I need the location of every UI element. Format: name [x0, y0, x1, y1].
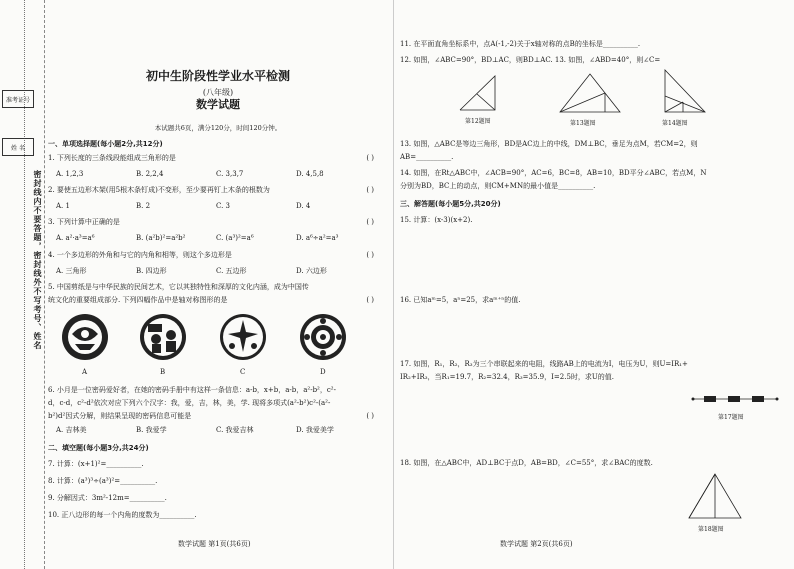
caption-14: 第14题图: [662, 120, 688, 127]
question-4: 4. 一个多边形的外角和与它的内角和相等，则这个多边形是: [48, 251, 232, 259]
answer-blank-13[interactable]: __________.: [416, 153, 454, 161]
figure-17-circuit: [690, 390, 780, 410]
question-14-line-2: [400, 182, 595, 191]
answer-bracket-4: ( ): [366, 251, 374, 259]
question-11-text: 11. 在平面直角坐标系中，点A(-1,-2)关于x轴对称的点B的坐标是: [400, 40, 603, 48]
q1-option-d: D. 4,5,8: [296, 170, 324, 178]
question-9-text: 9. 分解因式：3m²-12m=: [48, 494, 130, 502]
figure-13: [555, 70, 625, 116]
q3-option-a: A. a²·a³=a⁶: [56, 234, 95, 242]
question-15: 15. 计算：(x-3)(x+2).: [400, 216, 473, 224]
answer-bracket-1: ( ): [366, 154, 374, 162]
papercut-image-a: [60, 312, 110, 362]
seal-dotted-line: [24, 0, 25, 569]
q3-option-c: C. (a³)²=a⁶: [216, 234, 254, 242]
exam-info: 本试题共6页，满分120分，时间120分钟。: [154, 124, 282, 132]
question-17-line-2: IR₂+IR₃，当R₁=19.7，R₂=32.4，R₃=35.9，I=2.5时，求U的值.: [400, 373, 615, 381]
section-2-heading: 二、填空题(每小题3分,共24分): [48, 444, 149, 452]
q6-option-d: D. 我爱美学: [296, 426, 334, 434]
q2-option-b: B. 2: [136, 202, 151, 210]
question-10: [48, 511, 197, 520]
question-18: 18. 如图，在△ABC中，AD⊥BC于点D，AB=BD，∠C=55°，求∠BAC的度数.: [400, 459, 653, 467]
question-16: 16. 已知aᵐ=5，aⁿ=25，求aᵐ⁺ⁿ的值.: [400, 296, 521, 304]
question-14-text: 分别为BD，BC上的动点，则CM+MN的最小值是: [400, 182, 559, 190]
q2-option-d: D. 4: [296, 202, 311, 210]
exam-number-box: 准考证号: [2, 90, 34, 108]
question-6-line-3: b²)d²因式分解，则结果呈现的密码信息可能是: [48, 412, 192, 420]
image-label-a: A: [82, 368, 88, 376]
question-17-line-1: 17. 如图，R₁，R₂，R₃为三个串联起来的电阻，线路AB上的电流为I，电压为U，则U=IR₁+: [400, 360, 688, 368]
section-3-heading: 三、解答题(每小题5分,共20分): [400, 200, 501, 208]
papercut-image-c: [218, 312, 268, 362]
answer-blank-11[interactable]: __________.: [602, 40, 641, 48]
question-9: [48, 494, 167, 503]
question-10-text: 10. 正八边形的每一个内角的度数为: [48, 511, 160, 519]
papercut-image-d: [298, 312, 348, 362]
question-6-line-1: 6. 小月是一位密码爱好者，在她的密码手册中有这样一条信息：a-b，x+b，a-b，a²-b²，c²-: [48, 386, 336, 394]
papercut-image-b: [138, 312, 188, 362]
q4-option-b: B. 四边形: [136, 267, 167, 275]
q4-option-c: C. 五边形: [216, 267, 247, 275]
section-1-heading: 一、单项选择题(每小题2分,共12分): [48, 140, 163, 148]
answer-blank-8[interactable]: __________.: [120, 477, 158, 485]
image-label-b: B: [160, 368, 166, 376]
question-2: 2. 要使五边形木架(用5根木条钉成)不变形，至少要再钉上木条的根数为: [48, 186, 270, 194]
caption-18: 第18题图: [698, 526, 724, 533]
answer-bracket-6: ( ): [366, 412, 374, 420]
question-13-line-2: [400, 153, 453, 162]
q1-option-c: C. 3,3,7: [216, 170, 244, 178]
question-7: [48, 460, 144, 469]
question-8-text: 8. 计算：(a³)³÷(a³)²=: [48, 477, 121, 485]
question-3: 3. 下列计算中正确的是: [48, 218, 120, 226]
answer-bracket-5: ( ): [366, 296, 374, 304]
caption-17: 第17题图: [718, 414, 744, 421]
q1-option-b: B. 2,2,4: [136, 170, 164, 178]
question-1: 1. 下列长度的三条线段能组成三角形的是: [48, 154, 176, 162]
question-7-text: 7. 计算：(x+1)²=: [48, 460, 107, 468]
answer-blank-7[interactable]: __________.: [106, 460, 144, 468]
answer-bracket-2: ( ): [366, 186, 374, 194]
question-13-line-1: 13. 如图，△ABC是等边三角形，BD是AC边上的中线，DM⊥BC，垂足为点M，若CM=2，则: [400, 140, 698, 148]
question-5-line-1: 5. 中国剪纸是与中华民族的民间艺术，它以其独特性和深厚的文化内涵，成为中国传: [48, 283, 309, 291]
q3-option-d: D. a⁶÷a²=a³: [296, 234, 339, 242]
name-box: 姓 名: [2, 138, 34, 156]
page-2-footer: 数学试题 第2页(共6页): [500, 540, 573, 548]
page-divider: [393, 0, 394, 569]
exam-title: 初中生阶段性学业水平检测: [145, 69, 290, 83]
q3-option-b: B. (a²b)²=a²b²: [136, 234, 186, 242]
question-6-line-2: d，c-d，c²-d²依次对应下列六个汉字：我，爱，吉，林，美，学. 现将多项式(a²-b²)c²-(a²-: [48, 399, 331, 407]
question-12: 12. 如图，∠ABC=90°，BD⊥AC，则BD⊥AC. 13. 如图，∠ABD=40°，则∠C=: [400, 56, 661, 64]
figure-18: [685, 470, 745, 522]
answer-blank-14[interactable]: __________.: [558, 182, 596, 190]
question-11: [400, 40, 640, 49]
q6-option-b: B. 我爱学: [136, 426, 167, 434]
answer-blank-10[interactable]: __________.: [159, 511, 197, 519]
image-label-c: C: [240, 368, 246, 376]
subject-title: 数学试题: [196, 98, 240, 111]
question-14-line-1: 14. 如图，在Rt△ABC中，∠ACB=90°，AC=6，BC=8，AB=10，BD平分∠ABC，若点M，N: [400, 169, 707, 177]
image-label-d: D: [320, 368, 326, 376]
answer-bracket-3: ( ): [366, 218, 374, 226]
q6-option-a: A. 吉林美: [56, 426, 87, 434]
q6-option-c: C. 我爱吉林: [216, 426, 254, 434]
seal-warning-text: 密封线内不要答题，密封线外不写考号、姓名: [33, 170, 43, 350]
q2-option-c: C. 3: [216, 202, 231, 210]
q4-option-d: D. 六边形: [296, 267, 327, 275]
question-5-line-2: 统文化的重要组成部分. 下列四幅作品中是轴对称图形的是: [48, 296, 228, 304]
figure-14: [645, 66, 710, 116]
question-8: [48, 477, 157, 486]
q4-option-a: A. 三角形: [56, 267, 87, 275]
q2-option-a: A. 1: [56, 202, 70, 210]
q1-option-a: A. 1,2,3: [56, 170, 84, 178]
page-1-footer: 数学试题 第1页(共6页): [178, 540, 251, 548]
answer-blank-9[interactable]: __________.: [129, 494, 167, 502]
binding-margin: [0, 0, 45, 569]
caption-12: 第12题图: [465, 118, 491, 125]
figure-12: [455, 72, 515, 114]
grade-label: (八年级): [202, 88, 234, 97]
caption-13: 第13题图: [570, 120, 596, 127]
question-13-text: AB=: [400, 153, 417, 161]
